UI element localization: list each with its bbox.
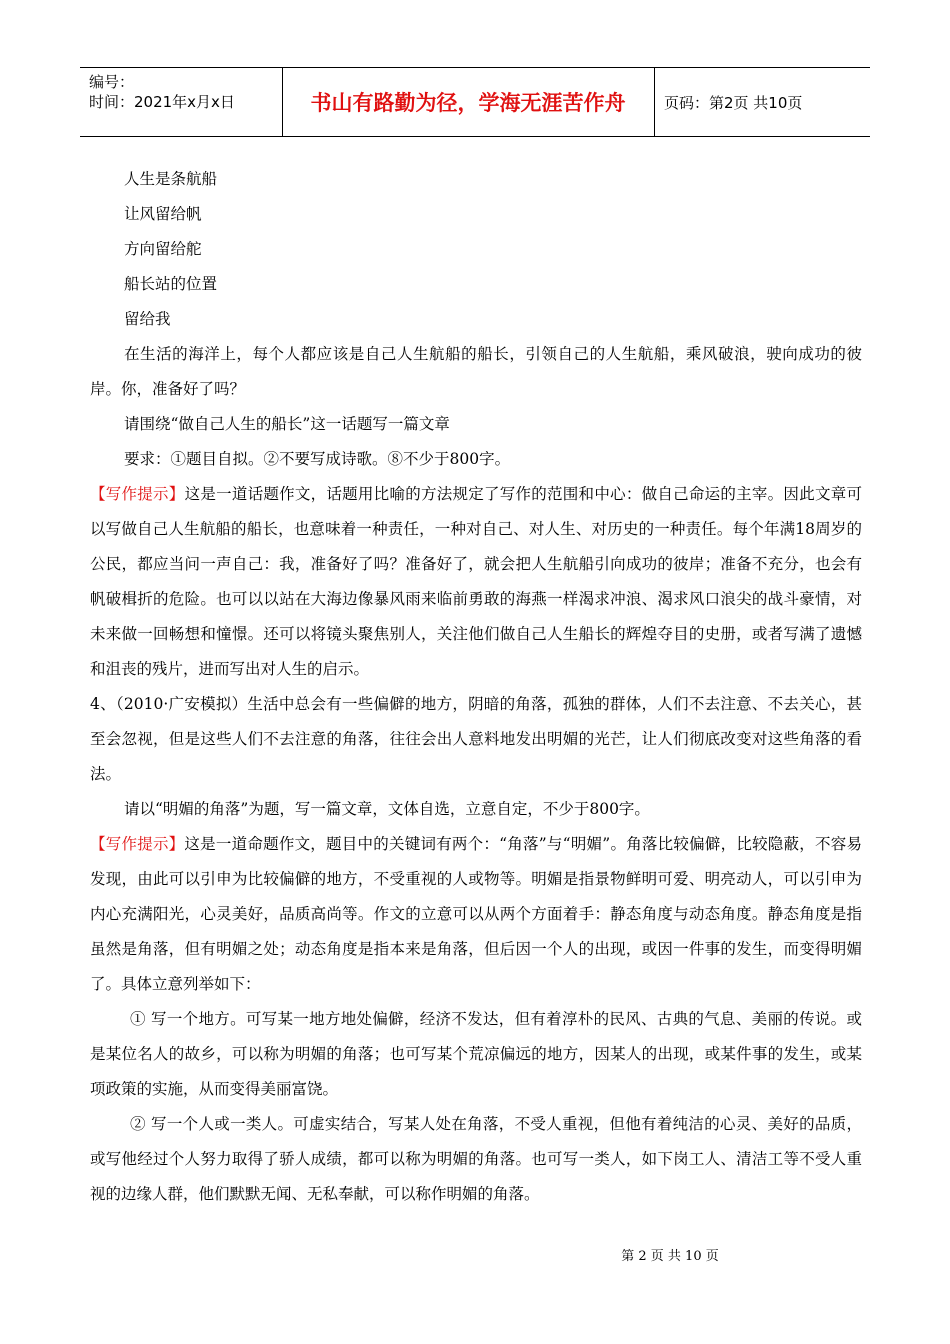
page-header xyxy=(80,67,870,137)
poem-line: 人生是条航船 xyxy=(124,170,218,188)
document-body xyxy=(90,162,862,1212)
page-footer: 第 2 页 共 10 页 xyxy=(621,1249,719,1264)
poem-line: 让风留给帆 xyxy=(124,205,202,223)
intro-paragraph: 在生活的海洋上，每个人都应该是自己人生航船的船长，引领自己的人生航船，乘风破浪，驶向成功的彼岸。你，准备好了吗？ xyxy=(90,345,862,398)
question-paragraph: 4、（2010·广安模拟）生活中总会有一些偏僻的地方，阴暗的角落，孤独的群体，人们不去注意、不去关心，甚至会忽视，但是这些人们不去注意的角落，往往会出人意料地发出明媚的光芒，让人们彻底改变对这些角落的看法。 xyxy=(90,695,862,783)
header-motto: 书山有路勤为径，学海无涯苦作舟 xyxy=(310,91,626,115)
tip-paragraph xyxy=(90,477,862,687)
list-item: ② 写一个人或一类人。可虚实结合，写某人处在角落，不受人重视，但他有着纯洁的心灵、美好的品质，或写他经过个人努力取得了骄人成绩，都可以称为明媚的角落。也可写一类人，如下岗工人、清洁工等不受人重视的边缘人群，他们默默无闻、无私奉献，可以称作明媚的角落。 xyxy=(90,1115,862,1203)
poem-line: 留给我 xyxy=(124,310,171,328)
header-meta xyxy=(89,72,235,112)
number-label: 编号： xyxy=(89,73,135,91)
tip-text: 这是一道话题作文，话题用比喻的方法规定了写作的范围和中心：做自己命运的主宰。因此文章可以写做自己人生航船的船长，也意味着一种责任，一种对自己、对人生、对历史的一种责任。每个年满18周岁的公民，都应当问一声自己：我，准备好了吗？准备好了，就会把人生航船引向成功的彼岸；准备不充分，也会有帆破楫折的危险。也可以以站在大海边像暴风雨来临前勇敢的海燕一样渴求冲浪、渴求风口浪尖的战斗豪情，对未来做一回畅想和憧憬。还可以将镜头聚焦别人，关注他们做自己人生船长的辉煌夺目的史册，或者写满了遗憾和沮丧的残片，进而写出对人生的启示。 xyxy=(90,485,862,678)
tip-label: 【写作提示】 xyxy=(90,835,185,853)
header-divider xyxy=(654,68,655,136)
poem-line: 船长站的位置 xyxy=(124,275,218,293)
header-page-info: 页码：第2页 共10页 xyxy=(664,93,803,112)
tip-text: 这是一道命题作文，题目中的关键词有两个：“角落”与“明媚”。角落比较偏僻，比较隐蔽，不容易发现，由此可以引申为比较偏僻的地方，不受重视的人或物等。明媚是指景物鲜明可爱、明亮动人，可以引申为内心充满阳光，心灵美好，品质高尚等。作文的立意可以从两个方面着手：静态角度与动态角度。静态角度是指虽然是角落，但有明媚之处；动态角度是指本来是角落，但后因一个人的出现，或因一件事的发生，而变得明媚了。具体立意列举如下： xyxy=(90,835,862,993)
tip-label: 【写作提示】 xyxy=(90,485,185,503)
poem-line: 方向留给舵 xyxy=(124,240,202,258)
tip-paragraph xyxy=(90,827,862,1002)
prompt-paragraph: 请以“明媚的角落”为题，写一篇文章，文体自选，立意自定，不少于800字。 xyxy=(124,800,650,818)
prompt-paragraph: 请围绕“做自己人生的船长”这一话题写一篇文章 xyxy=(124,415,450,433)
list-item: ① 写一个地方。可写某一地方地处偏僻，经济不发达，但有着淳朴的民风、古典的气息、美丽的传说。或是某位名人的故乡，可以称为明媚的角落；也可写某个荒凉偏远的地方，因某人的出现，或某件事的发生，或某项政策的实施，从而变得美丽富饶。 xyxy=(90,1010,862,1098)
time-label: 时间：2021年x月x日 xyxy=(89,93,235,111)
requirements-paragraph: 要求：①题目自拟。②不要写成诗歌。⑧不少于800字。 xyxy=(124,450,511,468)
